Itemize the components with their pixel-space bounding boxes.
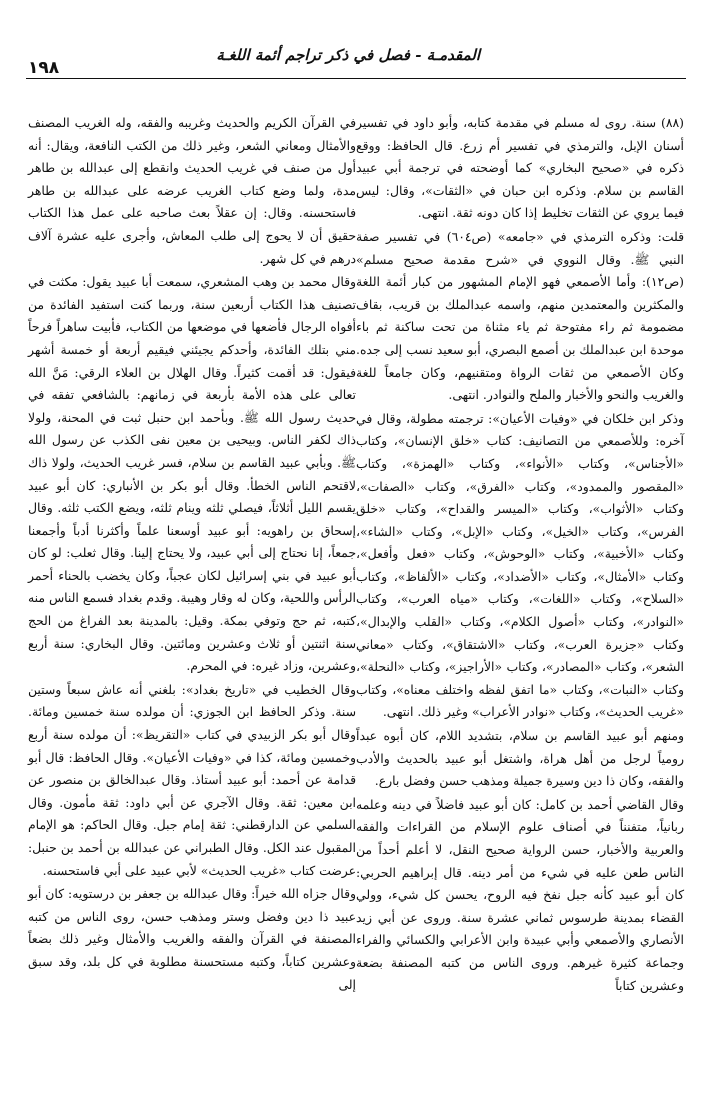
right-column [356,112,684,998]
left-column [28,112,356,997]
page-header [0,40,712,78]
paragraph: قلت: وذكره الترمذي في «جامعه» (ص٦٠٤) في تفسير صفة النبي ﷺ. وقال النووي في «شرح مقدمة صحيح مسلم» (ص١٢): وأما الأصمعي فهو الإمام المشهور من كبار أئمة اللغة والمكثرين والمعتمدين منهم، واسمه عبدالملك بن قريب، بقاف مضمومة ثم راء مفتوحة ثم ياء مثناة من تحت ساكنة ثم باء موحدة ابن عبدالملك بن أصمع البصري، أبو سعيد نسب إلى جده. وكان الأصمعي من ثقات الرواة ومتقنيهم، وكان جامعاً للغة والغريب والنحو والأخبار والملح والنوادر. انتهى. [356,228,684,403]
paragraph: وقال القاضي أحمد بن كامل: كان أبو عبيد فاضلاً في دينه وعلمه ربانياً، متفنناً في أصناف علوم الإسلام من القراءات والفقه والعربية والأخبار، حسن الرواية صحيح النقل، لا أعلم أحداً من الناس طعن عليه في شيء من أمر دينه. قال إبراهيم الحربي: كان أبو عبيد كأنه جبل نفخ فيه الروح، يحسن كل شيء، وولي القضاء بمدينة طرسوس ثماني عشرة سنة. وروى عن أبي زيد الأنصاري والأصمعي وأبي عبيدة وابن الأعرابي والكسائي والفراء وجماعة كثيرة غيرهم. وروى الناس من كتبه المصنفة بضعة وعشرين كتاباً [356,796,684,993]
paragraph: وقال محمد بن وهب المشعري، سمعت أبا عبيد يقول: مكثت في تصنيف هذا الكتاب أربعين سنة، وربما كنت استفيد الفائدة من أفواه الرجال فأضعها في موضعها من الكتاب، فأبيت ساهراً فرحاً مني بتلك الفائدة، وأحدكم يجيئني فيقيم أربعة أو خمسة أشهر فيقول: قد أقمت كثيراً. وقال الهلال بن العلاء الرقي: مَنَّ الله تعالى على هذه الأمة بأربعة في زمانهم: بالشافعي تفقه في حديث رسول الله ﷺ. وبأحمد ابن حنبل ثبت في المحنة، ولولا ذاك لكفر الناس. وبيحيى بن معين نفى الكذب عن رسول الله ﷺ. وبأبي عبيد القاسم بن سلام، فسر غريب الحديث، ولولا ذاك لاقتحم الناس الخطأ. وقال أبو بكر بن الأنباري: كان أبو عبيد يقسم الليل أثلاثاً، فيصلي ثلثه وينام ثلثه، ويضع الكتب ثلثه. وقال إسحاق بن راهويه: أبو عبيد أوسعنا علماً وأكثرنا أدباً وأجمعنا جمعاً، إنا نحتاج إلى أبي عبيد، ولا يحتاج إلينا. وقال ثعلب: لو كان أبو عبيد في بني إسرائيل لكان عجباً، وكان يخضب بالحناء أحمر الرأس واللحية، وكان له وقار وهيبة. وقدم بغداد فسمع الناس منه كتبه، ثم حج وتوفي بمكة. وقيل: بالمدينة بعد الفراغ من الحج سنة اثنتين أو ثلاث وعشرين ومائتين. وقال البخاري: سنة أربع وعشرين، وزاد غيره: في المحرم. [28,274,356,674]
paragraph: وذكر ابن خلكان في «وفيات الأعيان»: ترجمته مطولة، وقال في آخره: وللأصمعي من التصانيف: كتاب «خلق الإنسان»، وكتاب «الأجناس»، وكتاب «الأنواء»، وكتاب «الهمزة»، وكتاب «المقصور والممدود»، وكتاب «الفرق»، وكتاب «الصفات»، وكتاب «الأثواب»، وكتاب «الميسر والقداح»، وكتاب «خلق الفرس»، وكتاب «الخيل»، وكتاب «الإبل»، وكتاب «الشاء»، وكتاب «الأخبية»، وكتاب «الوحوش»، وكتاب «فعل وأفعل»، وكتاب «الأمثال»، وكتاب «الأضداد»، وكتاب «الألفاظ»، وكتاب «السلاح»، وكتاب «اللغات»، وكتاب «مياه العرب»، وكتاب «النوادر»، وكتاب «أصول الكلام»، وكتاب «القلب والإبدال»، وكتاب «جزيرة العرب»، وكتاب «الاشتقاق»، وكتاب «معاني الشعر»، وكتاب «المصادر»، وكتاب «الأراجيز»، وكتاب «النحلة»، وكتاب «النبات»، وكتاب «ما اتفق لفظه واختلف معناه»، وكتاب «غريب الحديث»، وكتاب «نوادر الأعراب» وغير ذلك. انتهى. [356,410,684,720]
running-title: المقدمـة - فصل في ذكر تراجم أئمة اللغـة [216,46,480,64]
paragraph: في القرآن الكريم والحديث وغريبه والفقه، وله الغريب المصنف والأمثال ومعاني الشعر، وغير ذلك من الكتب النافعة، ويقال: أنه أول من صنف في غريب الحديث وانقطع إلى عبدالله بن طاهر مدة، ولما وضع كتاب الغريب عرضه على عبدالله بن طاهر فاستحسنه. وقال: إن عقلاً بعث صاحبه على عمل هذا الكتاب حقيق أن لا يحوج إلى طلب المعاش، وأجرى عليه عشرة آلاف درهم في كل شهر. [28,115,356,266]
paragraph: ومنهم أبو عبيد القاسم بن سلام، بتشديد اللام، كان أبوه عبداً رومياً لرجل من أهل هراة، واشتغل أبو عبيد بالحديث والأدب والفقه، وكان ذا دين وسيرة جميلة ومذهب حسن وفضل بارع. [356,728,684,789]
paragraph: وقال جزاه الله خيراً: وقال عبدالله بن جعفر بن درستويه: كان أبو عبيد ذا دين وفضل وستر ومذهب حسن، روى الناس من كتبه المصنفة في القرآن والفقه والغريب والأمثال وغير ذلك بضعاً وعشرين كتاباً، وكتبه مستحسنة مطلوبة في كل بلد، وقد سبق إلى [28,886,356,992]
paragraph: وقال الخطيب في «تاريخ بغداد»: بلغني أنه عاش سبعاً وستين سنة. وذكر الحافظ ابن الجوزي: أن مولده سنة خمسين ومائة. وقال أبو بكر الزبيدي في كتاب «التقريظ»: أن مولده سنة أربع وخمسين ومائة، كذا في «وفيات الأعيان». وقال الحافظ: قال أبو قدامة عن أحمد: أبو عبيد أستاذ. وقال عبدالخالق بن منصور عن ابن معين: ثقة. وقال الآجري عن أبي داود: ثقة مأمون. وقال السلمي عن الدارقطني: ثقة إمام جبل. وقال الحاكم: هو الإمام المقبول عند الكل. وقال الطبراني عن عبدالله بن أحمد بن حنبل: عرضت كتاب «غريب الحديث» لأبي عبيد على أبي فاستحسنه. [28,681,356,878]
header-rule [26,78,686,79]
page-number: ١٩٨ [28,58,60,78]
paragraph: (٨٨) سنة. روى له مسلم في مقدمة كتابه، وأبو داود في تفسير أسنان الإبل، والترمذي في تفسير أم زرع. قال الحافظ: ووقع ذكره في «صحيح البخاري» كما أوضحته في ترجمة أبي عبيد القاسم بن سلام. وذكره ابن حبان في «الثقات»، وقال: ليس فيما يروي عن الثقات تخليط إذا كان دونه ثقة. انتهى. [356,115,684,221]
